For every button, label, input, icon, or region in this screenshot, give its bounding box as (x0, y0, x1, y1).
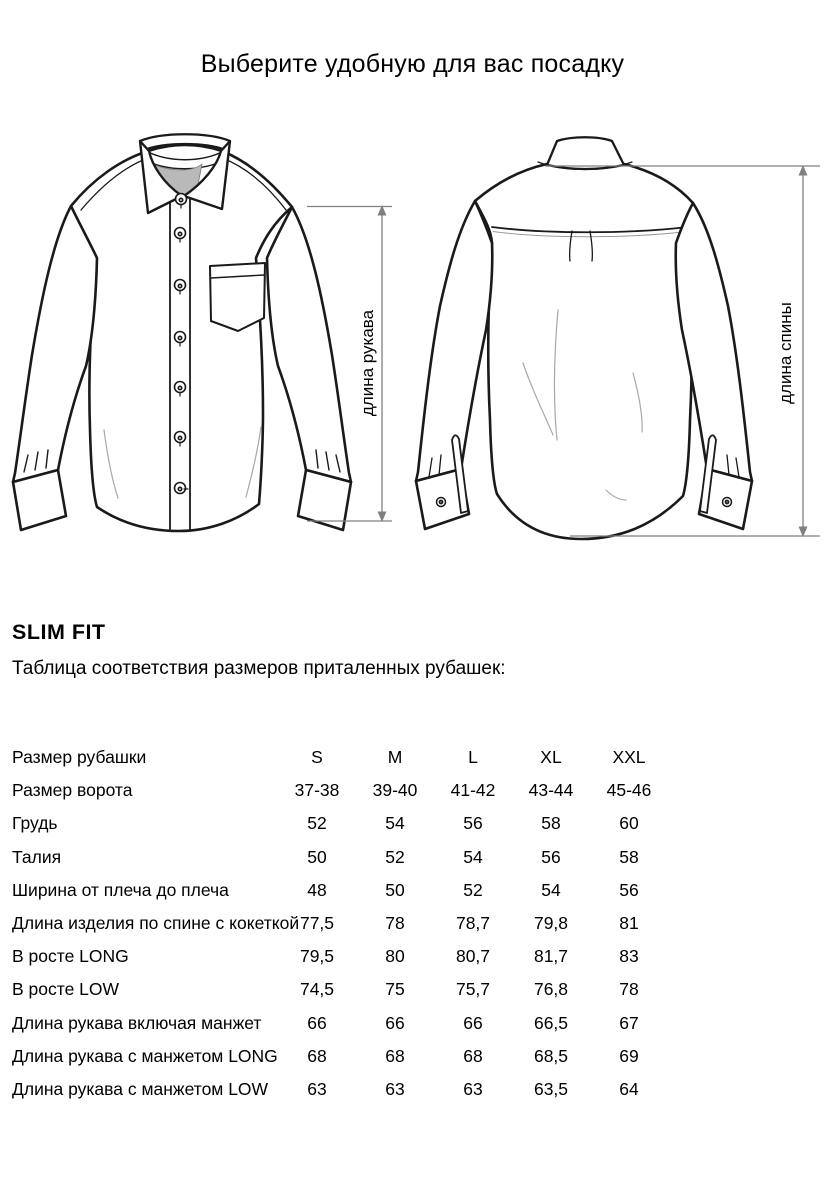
row-label: Грудь (12, 813, 58, 834)
row-label: В росте LOW (12, 979, 120, 1000)
table-cell: 68,5 (533, 1045, 569, 1066)
row-label: Размер ворота (12, 780, 133, 801)
table-cell: 63 (307, 1078, 327, 1099)
table-row (0, 940, 720, 973)
table-cell: 81,7 (533, 946, 569, 967)
table-cell: 45-46 (606, 780, 652, 801)
table-cell: 63 (463, 1078, 483, 1099)
table-cell: 48 (307, 879, 327, 900)
shirt-illustrations (0, 0, 825, 560)
table-cell: 56 (463, 813, 483, 834)
table-cell: 68 (307, 1045, 327, 1066)
row-label: Длина рукава включая манжет (12, 1012, 262, 1033)
size-column-header: L (468, 747, 478, 768)
back-body (475, 164, 693, 539)
table-cell: 79,5 (299, 946, 335, 967)
table-cell: 76,8 (533, 979, 569, 1000)
page-title: Выберите удобную для вас посадку (200, 50, 625, 78)
front-left-sleeve (13, 206, 97, 482)
table-cell: 83 (619, 946, 639, 967)
table-cell: 68 (385, 1045, 405, 1066)
table-cell: 78,7 (455, 913, 491, 934)
table-row (0, 807, 720, 840)
table-cell: 66 (307, 1012, 327, 1033)
table-cell: 58 (541, 813, 561, 834)
table-cell: 74,5 (299, 979, 335, 1000)
row-label: Длина рукава с манжетом LONG (12, 1045, 278, 1066)
table-row (0, 1073, 720, 1106)
row-label: Размер рубашки (12, 747, 147, 768)
table-cell: 58 (619, 846, 639, 867)
row-label: Длина рукава с манжетом LOW (12, 1078, 269, 1099)
row-label: В росте LONG (12, 946, 129, 967)
table-cell: 43-44 (528, 780, 574, 801)
size-column-header: XL (540, 747, 562, 768)
size-table (0, 741, 720, 1106)
table-row (0, 841, 720, 874)
table-cell: 67 (619, 1012, 639, 1033)
sleeve-length-label: длина рукава (358, 309, 377, 417)
table-header-row (0, 741, 720, 774)
table-cell: 56 (541, 846, 561, 867)
shirt-front-drawing (13, 134, 351, 531)
table-cell: 78 (385, 913, 405, 934)
table-row (0, 874, 720, 907)
table-cell: 80,7 (455, 946, 491, 967)
row-label: Длина изделия по спине с кокеткой (12, 913, 300, 934)
table-cell: 37-38 (294, 780, 340, 801)
table-row (0, 973, 720, 1006)
table-cell: 66 (463, 1012, 483, 1033)
table-cell: 50 (307, 846, 327, 867)
table-cell: 63,5 (533, 1078, 569, 1099)
fit-heading: SLIM FIT (12, 620, 106, 644)
table-cell: 75,7 (455, 979, 491, 1000)
table-cell: 78 (619, 979, 639, 1000)
table-cell: 54 (385, 813, 405, 834)
table-caption: Таблица соответствия размеров приталенных рубашек: (12, 658, 506, 679)
table-cell: 64 (619, 1078, 639, 1099)
front-left-cuff (13, 470, 66, 530)
size-column-header: XXL (612, 747, 646, 768)
table-cell: 66 (385, 1012, 405, 1033)
front-right-sleeve (267, 207, 351, 482)
table-cell: 52 (385, 846, 405, 867)
table-cell: 60 (619, 813, 639, 834)
table-cell: 68 (463, 1045, 483, 1066)
table-row (0, 1040, 720, 1073)
row-label: Талия (12, 846, 62, 867)
table-cell: 66,5 (533, 1012, 569, 1033)
table-cell: 69 (619, 1045, 639, 1066)
table-cell: 80 (385, 946, 405, 967)
front-chest-pocket (210, 263, 265, 331)
table-cell: 50 (385, 879, 405, 900)
size-column-header: S (311, 747, 323, 768)
table-cell: 75 (385, 979, 405, 1000)
table-cell: 54 (541, 879, 561, 900)
table-cell: 81 (619, 913, 639, 934)
table-row (0, 907, 720, 940)
table-cell: 77,5 (299, 913, 335, 934)
table-cell: 63 (385, 1078, 405, 1099)
table-row (0, 774, 720, 807)
table-cell: 56 (619, 879, 639, 900)
table-cell: 52 (307, 813, 327, 834)
row-label: Ширина от плеча до плеча (12, 879, 229, 900)
table-cell: 39-40 (372, 780, 418, 801)
table-row (0, 1007, 720, 1040)
table-cell: 79,8 (533, 913, 569, 934)
back-length-label: длина спины (776, 302, 795, 404)
back-collar (538, 137, 632, 169)
shirt-back-drawing (416, 137, 752, 539)
table-cell: 52 (463, 879, 483, 900)
table-cell: 41-42 (450, 780, 496, 801)
table-cell: 54 (463, 846, 483, 867)
size-column-header: M (387, 747, 403, 768)
